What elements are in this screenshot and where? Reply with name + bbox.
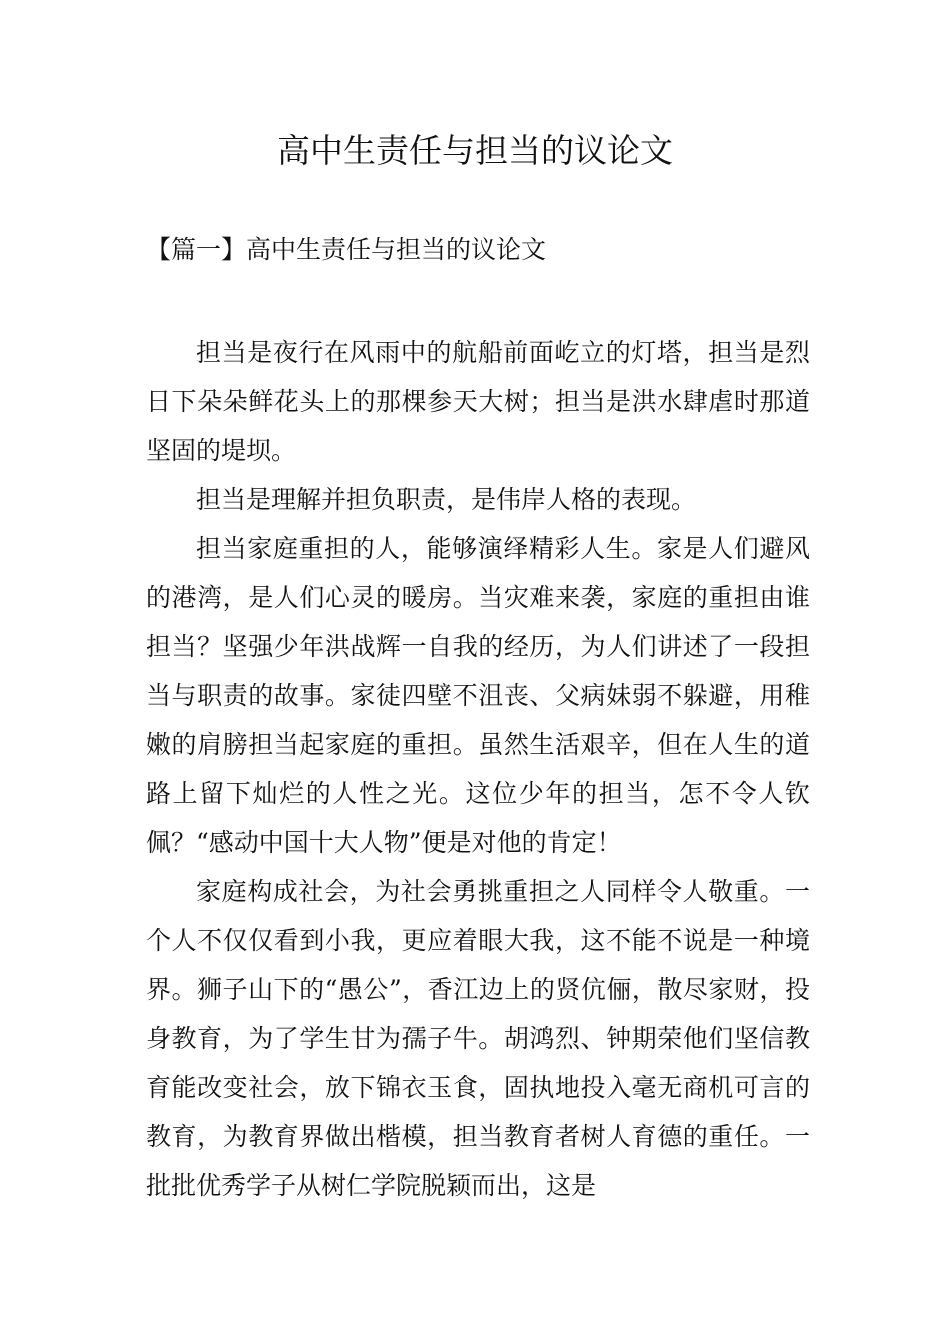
paragraph: 担当是理解并担负职责，是伟岸人格的表现。 bbox=[196, 485, 697, 514]
paragraph: 家庭构成社会，为社会勇挑重担之人同样令人敬重。一个人不仅仅看到小我，更应着眼大我，这不能不说是一种境界。狮子山下的“愚公”，香江边上的贤伉俪，散尽家财，投身教育，为了学生甘为孺子牛。胡鸿烈、钟期荣他们坚信教育能改变社会，放下锦衣玉食，固执地投入毫无商机可言的教育，为教育界做出楷模，担当教育者树人育德的重任。一批批优秀学子从树仁学院脱颖而出，这是 bbox=[146, 877, 810, 1200]
paragraph: 担当是夜行在风雨中的航船前面屹立的灯塔，担当是烈日下朵朵鲜花头上的那棵参天大树；担当是洪水肆虐时那道坚固的堤坝。 bbox=[146, 338, 810, 465]
section-heading: 【篇一】高中生责任与担当的议论文 bbox=[146, 235, 547, 264]
document-title: 高中生责任与担当的议论文 bbox=[277, 131, 673, 170]
document-body bbox=[146, 328, 810, 1210]
paragraph: 担当家庭重担的人，能够演绎精彩人生。家是人们避风的港湾，是人们心灵的暖房。当灾难来袭，家庭的重担由谁担当？坚强少年洪战辉一自我的经历，为人们讲述了一段担当与职责的故事。家徒四壁不沮丧、父病妹弱不躲避，用稚嫩的肩膀担当起家庭的重担。虽然生活艰辛，但在人生的道路上留下灿烂的人性之光。这位少年的担当，怎不令人钦佩？“感动中国十大人物”便是对他的肯定！ bbox=[146, 534, 810, 857]
